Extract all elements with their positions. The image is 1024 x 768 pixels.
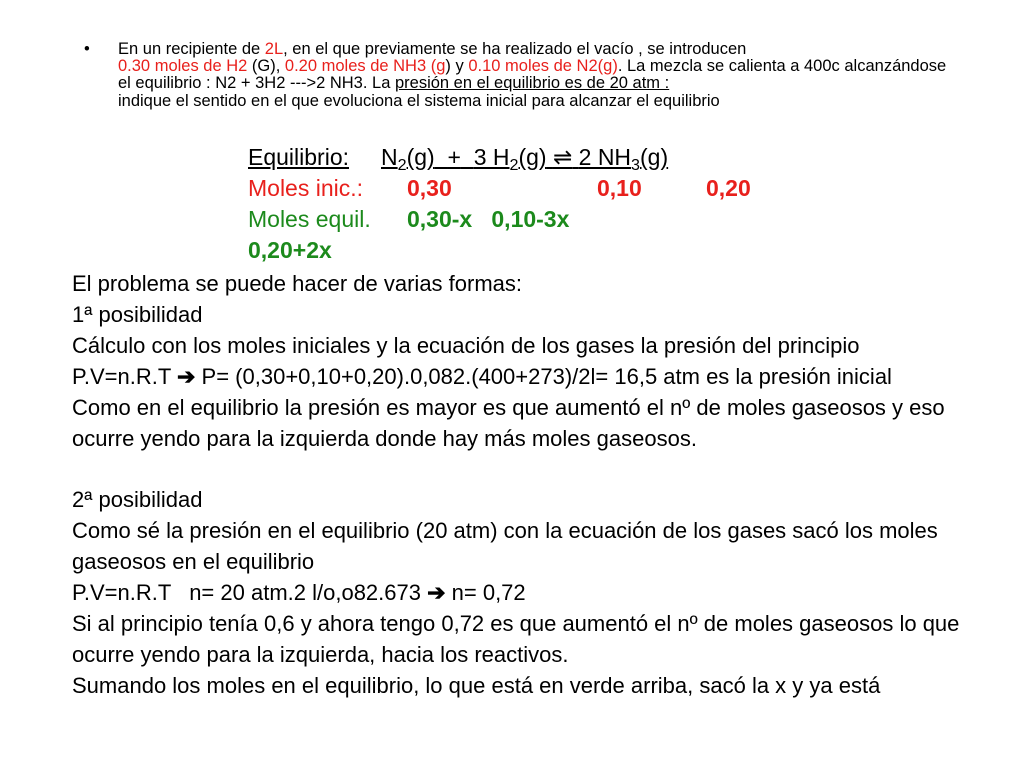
option-1-title: 1ª posibilidad (72, 301, 203, 327)
option-2-formula (72, 578, 1012, 609)
nh3-moles-highlight: 0.20 moles de NH3 (g (284, 57, 446, 76)
initial-nh3-value: 0,20 (706, 175, 751, 201)
h2-subscript: 2 (509, 155, 519, 174)
volume-highlight: 2L (264, 40, 284, 58)
solution-intro: El problema se puede hacer de varias formas: (72, 271, 523, 296)
bullet-dot: • (84, 40, 90, 58)
initial-n2-value: 0,10 (597, 175, 642, 201)
question-text: indique el sentido en el que evoluciona el sistema inicial para alcanzar el equilibrio (118, 91, 720, 110)
option-2-title: 2ª posibilidad (72, 487, 203, 513)
h2-formula: 3 H (473, 144, 510, 170)
pressure-underlined: presión en el equilibrio es de 20 atm : (394, 74, 670, 93)
formula-result: P= (0,30+0,10+0,20).0,082.(400+273)/2l= 16,5 atm es la presión inicial (195, 363, 892, 389)
plus-sign: + (447, 144, 461, 170)
equilibrium-arrow: ⇌ (552, 144, 573, 170)
h2-moles-highlight: 0.30 moles de H2 (118, 57, 248, 76)
option-2-description: Como sé la presión en el equilibrio (20 atm) con la ecuación de los gases sacó los moles gaseosos en el equilibrio (72, 518, 938, 575)
n2-subscript: 2 (397, 155, 407, 174)
initial-moles-label: Moles inic.: (248, 175, 364, 201)
formula-text: P.V=n.R.T n= 20 atm.2 l/o,o82.673 (72, 580, 428, 606)
option-2-conclusion: Si al principio tenía 0,6 y ahora tengo 0,72 es que aumentó el nº de moles gaseosos lo que ocurre yendo para la izquierda, hacia los reactivos. (72, 610, 960, 667)
right-arrow-icon: ➔ (427, 580, 446, 606)
problem-text-part: . La mezcla se calienta a 400c alcanzándose el equilibrio : N2 + 3H2 --->2 NH3. La (118, 57, 947, 93)
formula-result: n= 0,72 (445, 580, 526, 606)
formula-text: P.V=n.R.T (72, 363, 177, 389)
n2-moles-highlight: 0.10 moles de N2(g) (468, 57, 618, 76)
spacer (72, 454, 1012, 485)
equilibrium-moles-label: Moles equil. (248, 206, 371, 232)
equilibrium-moles-values: 0,30-x 0,10-3x (407, 206, 570, 232)
option-1-conclusion: Como en el equilibrio la presión es mayor es que aumentó el nº de moles gaseosos y eso ocurre yendo para la izquierda donde hay más moles gaseosos. (72, 394, 945, 451)
n2-state: (g) (406, 144, 435, 170)
option-3-description: Sumando los moles en el equilibrio, lo que está en verde arriba, sacó la x y ya está (72, 672, 881, 698)
equilibrium-nh3-value: 0,20+2x (248, 237, 332, 263)
equilibrium-label: Equilibrio: (248, 144, 349, 170)
option-1-description: Cálculo con los moles iniciales y la ecuación de los gases la presión del principio (72, 332, 860, 358)
option-1-formula (72, 362, 1012, 393)
problem-text-part: (G), (247, 57, 285, 76)
problem-text-part: ) y (445, 57, 469, 76)
nh3-formula: 2 NH (578, 144, 632, 170)
initial-h2-value: 0,30 (407, 175, 452, 201)
problem-text-part: , en el que previamente se ha realizado el vacío , se introducen (283, 40, 747, 58)
problem-text-part: En un recipiente de (118, 40, 265, 58)
h2-state: (g) (518, 144, 547, 170)
right-arrow-icon: ➔ (176, 363, 196, 389)
nh3-state: (g) (640, 144, 669, 170)
solution-text (72, 269, 1012, 702)
nh3-subscript: 3 (631, 155, 640, 174)
problem-text (118, 41, 948, 110)
n2-formula: N (381, 144, 398, 170)
